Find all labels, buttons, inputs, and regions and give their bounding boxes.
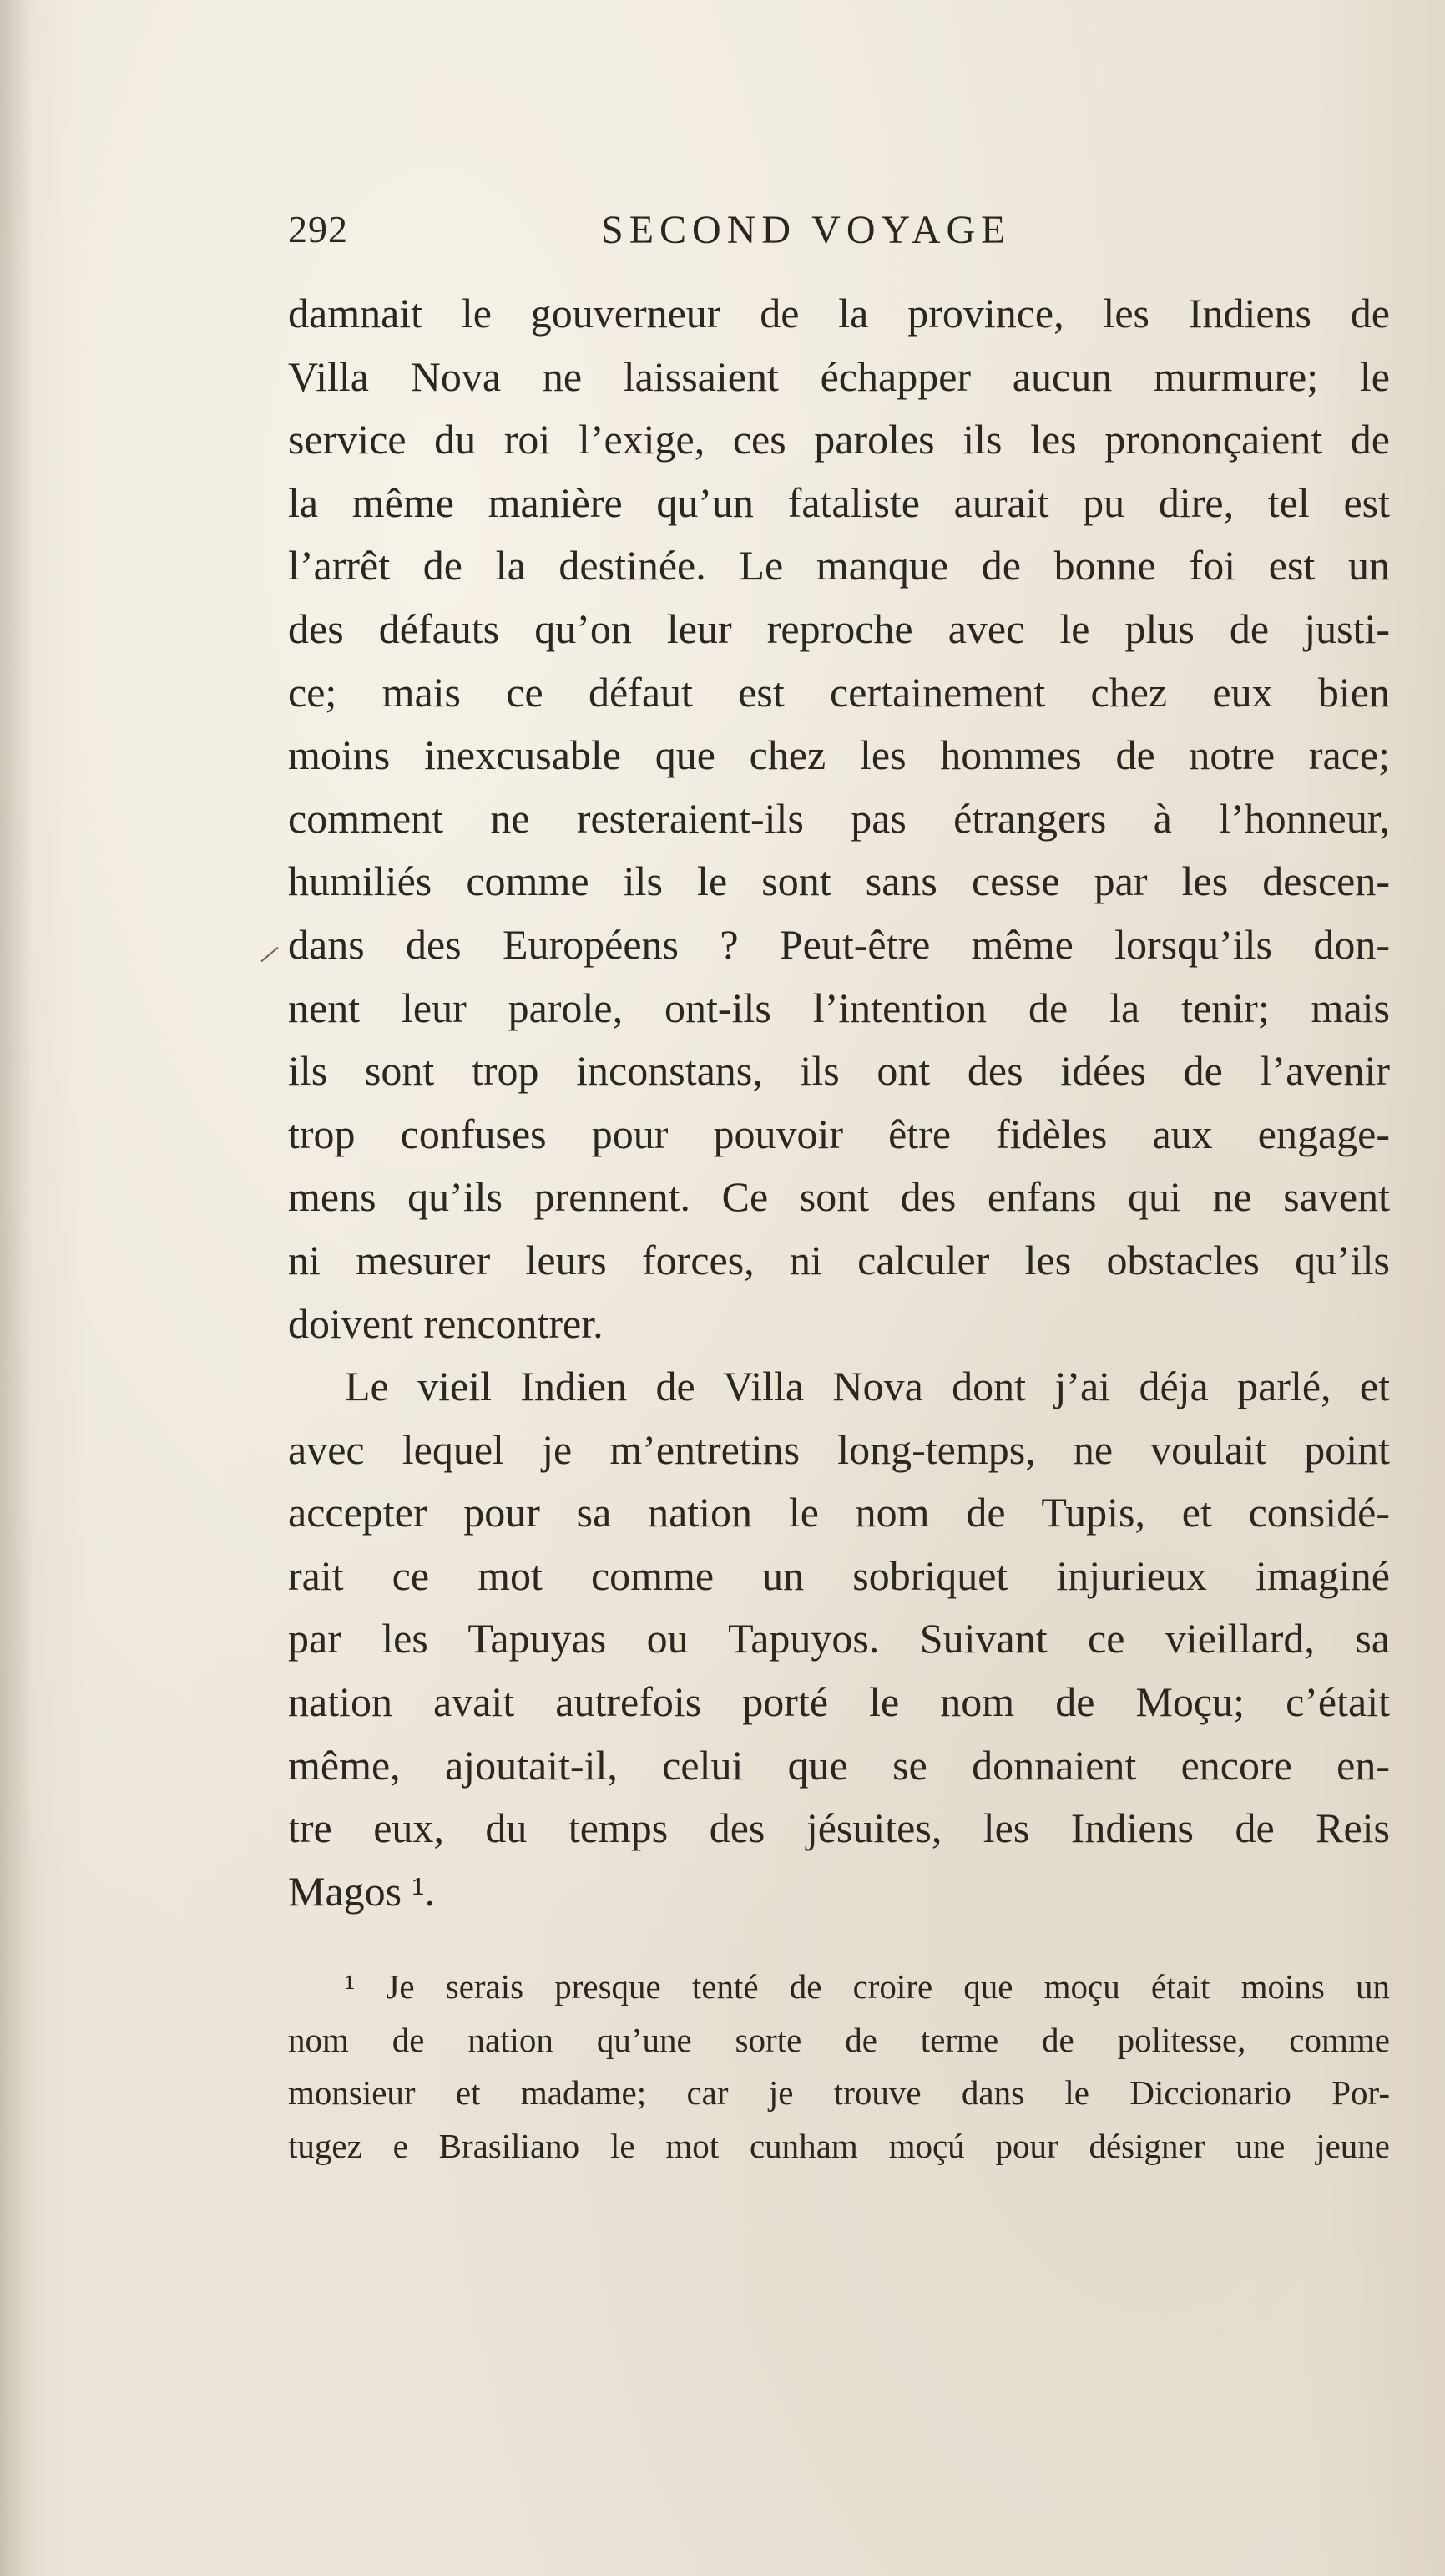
text-line: l’arrêt de la destinée. Le manque de bonne foi est un (288, 542, 1390, 590)
text-line: dans des Européens ? Peut-être même lorsqu’ils don- (288, 920, 1390, 968)
text-line: accepter pour sa nation le nom de Tupis, et considé- (288, 1489, 1390, 1536)
footnote (288, 1961, 1390, 2173)
text-line: mens qu’ils prennent. Ce sont des enfans qui ne savent (288, 1173, 1390, 1221)
text-line: damnait le gouverneur de la province, les Indiens de (288, 290, 1390, 337)
text-line: par les Tapuyas ou Tapuyos. Suivant ce vieillard, sa (288, 1615, 1390, 1663)
text-line: ils sont trop inconstans, ils ont des idées de l’avenir (288, 1047, 1390, 1095)
footnote-line: tugez e Brasiliano le mot cunham moçú pour désigner une jeune (288, 2126, 1390, 2165)
text-line: ni mesurer leurs forces, ni calculer les obstacles qu’ils (288, 1236, 1390, 1283)
page-number: 292 (288, 208, 348, 251)
text-line: même, ajoutait-il, celui que se donnaient encore en- (288, 1741, 1390, 1789)
text-line: nent leur parole, ont-ils l’intention de la tenir; mais (288, 984, 1390, 1031)
text-line: la même manière qu’un fataliste aurait pu dire, tel est (288, 478, 1390, 526)
text-line: rait ce mot comme un sobriquet injurieux imaginé (288, 1551, 1390, 1599)
text-line: humiliés comme ils le sont sans cesse par les descen- (288, 858, 1390, 905)
body-text (288, 282, 1390, 1923)
text-line: tre eux, du temps des jésuites, les Indiens de Reis (288, 1804, 1390, 1852)
running-head (288, 207, 1123, 266)
text-line: avec lequel je m’entretins long-temps, ne voulait point (288, 1425, 1390, 1473)
text-line: service du roi l’exige, ces paroles ils les prononçaient de (288, 416, 1390, 463)
text-line: doivent rencontrer. (288, 1299, 604, 1347)
text-line: ce; mais ce défaut est certainement chez eux bien (288, 668, 1390, 716)
text-line: comment ne resteraient-ils pas étrangers à l’honneur, (288, 794, 1390, 842)
text-line: moins inexcusable que chez les hommes de notre race; (288, 731, 1390, 779)
text-line: des défauts qu’on leur reproche avec le plus de justi- (288, 605, 1390, 652)
running-title: SECOND VOYAGE (601, 208, 1012, 252)
text-line: Le vieil Indien de Villa Nova dont j’ai déja parlé, et (345, 1363, 1390, 1410)
page-fold-shadow (0, 0, 33, 2576)
footnote-line: monsieur et madame; car je trouve dans le Diccionario Por- (288, 2073, 1390, 2112)
text-line: nation avait autrefois porté le nom de Moçu; c’était (288, 1678, 1390, 1726)
footnote-line: ¹ Je serais presque tenté de croire que moçu était moins un (345, 1967, 1390, 2006)
text-line: Magos ¹. (288, 1867, 436, 1915)
footnote-line: nom de nation qu’une sorte de terme de politesse, comme (288, 2020, 1390, 2059)
margin-pencil-mark (260, 947, 278, 962)
text-line: Villa Nova ne laissaient échapper aucun murmure; le (288, 352, 1390, 400)
text-line: trop confuses pour pouvoir être fidèles aux engage- (288, 1110, 1390, 1157)
